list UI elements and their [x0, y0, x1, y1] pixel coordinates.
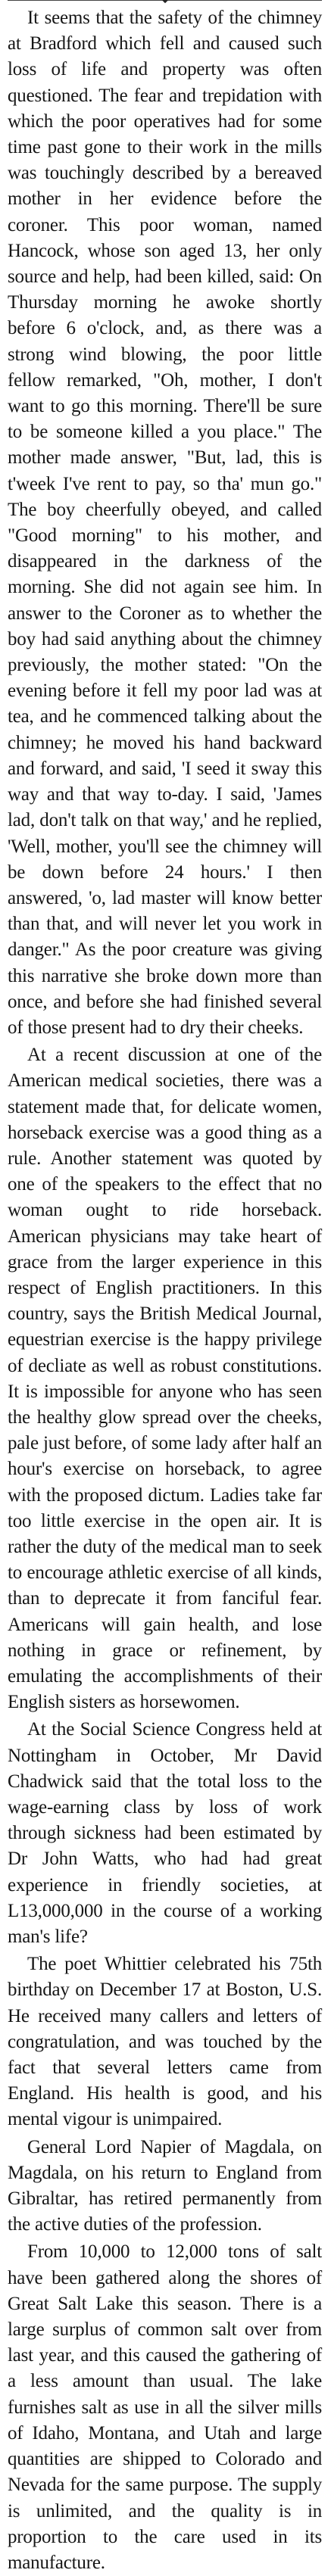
article-lord-napier: General Lord Napier of Magdala, on Magdala, on his return to England from Gibraltar, has retired permanently from the active duties of the profession.: [8, 2136, 322, 2235]
article-great-salt-lake: From 10,000 to 12,000 tons of salt have been gathered along the shores of Great Salt Lake this season. There is a large surplus of common salt over from last year, and this caused the gathering of a less amount than usual. The lake furnishes salt as use in all the silver mills of Idaho, Montana, and Utah and large quantities are shipped to Colorado and Nevada for the same purpose. The supply is unlimited, and the quality is in proportion to the care used in its manufacture.: [8, 2241, 322, 2573]
article-horseback-exercise: At a recent discussion at one of the American medical societies, there was a statement made that, for delicate women, horseback exercise was a good thing as a rule. Another statement was quoted by one of the speakers to the effect that no woman ought to ride horseback. American physicians may take heart of grace from the larger experience in this respect of English practitioners. In this country, says the British Medical Journal, equestrian exercise is the happy privilege of decliate as well as robust constitutions. It is impossible for anyone who has seen the healthy glow spread over the cheeks, pale just before, of some lady after half an hour's exercise on horseback, to agree with the proposed dictum. Ladies take far too little exercise in the open air. It is rather the duty of the medical man to seek to encourage athletic exercise of all kinds, than to deprecate it from fanciful fear. Americans will gain health, and lose nothing in grace or refinement, by emulating the accomplishments of their English sisters as horsewomen.: [8, 1045, 322, 1713]
article-social-science-congress: At the Social Science Congress held at Nottingham in October, Mr David Chadwick said that the total loss to the wage-earning class by loss of work through sickness had been estimated by Dr John Watts, who had had great experience in friendly societies, at L13,000,000 in the course of a working man's life?: [8, 1719, 322, 1948]
article-bradford-chimney: It seems that the safety of the chimney at Bradford which fell and caused such loss of life and property was often questioned. The fear and trepidation with which the poor operatives had for some time past gone to their work in the mills was touchingly described by a bereaved mother in her evidence before the coroner. This poor woman, named Hancock, whose son aged 13, her only source and help, had been killed, said: On Thursday morning he awoke shortly before 6 o'clock, and, as there was a strong wind blowing, the poor little fellow remarked, "Oh, mother, I don't want to go this morning. There'll be sure to be someone killed a you place." The mother made answer, "But, lad, this is t'week I've rent to pay, so tha' mun go." The boy cheerfully obeyed, and called "Good morning" to his mother, and disappeared in the darkness of the morning. She did not again see him. In answer to the Coroner as to whether the boy had said anything about the chimney previously, the mother stated: "On the evening before it fell my poor lad was at tea, and he commenced talking about the chimney; he moved his hand backward and forward, and said, 'I seed it sway this way and that way to-day. I said, 'James lad, don't talk on that way,' and he replied, 'Well, mother, you'll see the chimney will be down before 24 hours.' I then answered, 'o, lad master will know better than that, and will never let you work in danger." As the poor creature was giving this narrative she broke down more than once, and before she had finished several of those present had to dry their cheeks.: [8, 8, 322, 1038]
rule-ornament-icon: [161, 0, 167, 3]
article-whittier-birthday: The poet Whittier celebrated his 75th birthday on December 17 at Boston, U.S. He received many callers and letters of congratulation, and was touched by the fact that several letters came from England. His health is good, and his mental vigour is unimpaired.: [8, 1954, 322, 2130]
column-rule: [8, 0, 322, 1]
